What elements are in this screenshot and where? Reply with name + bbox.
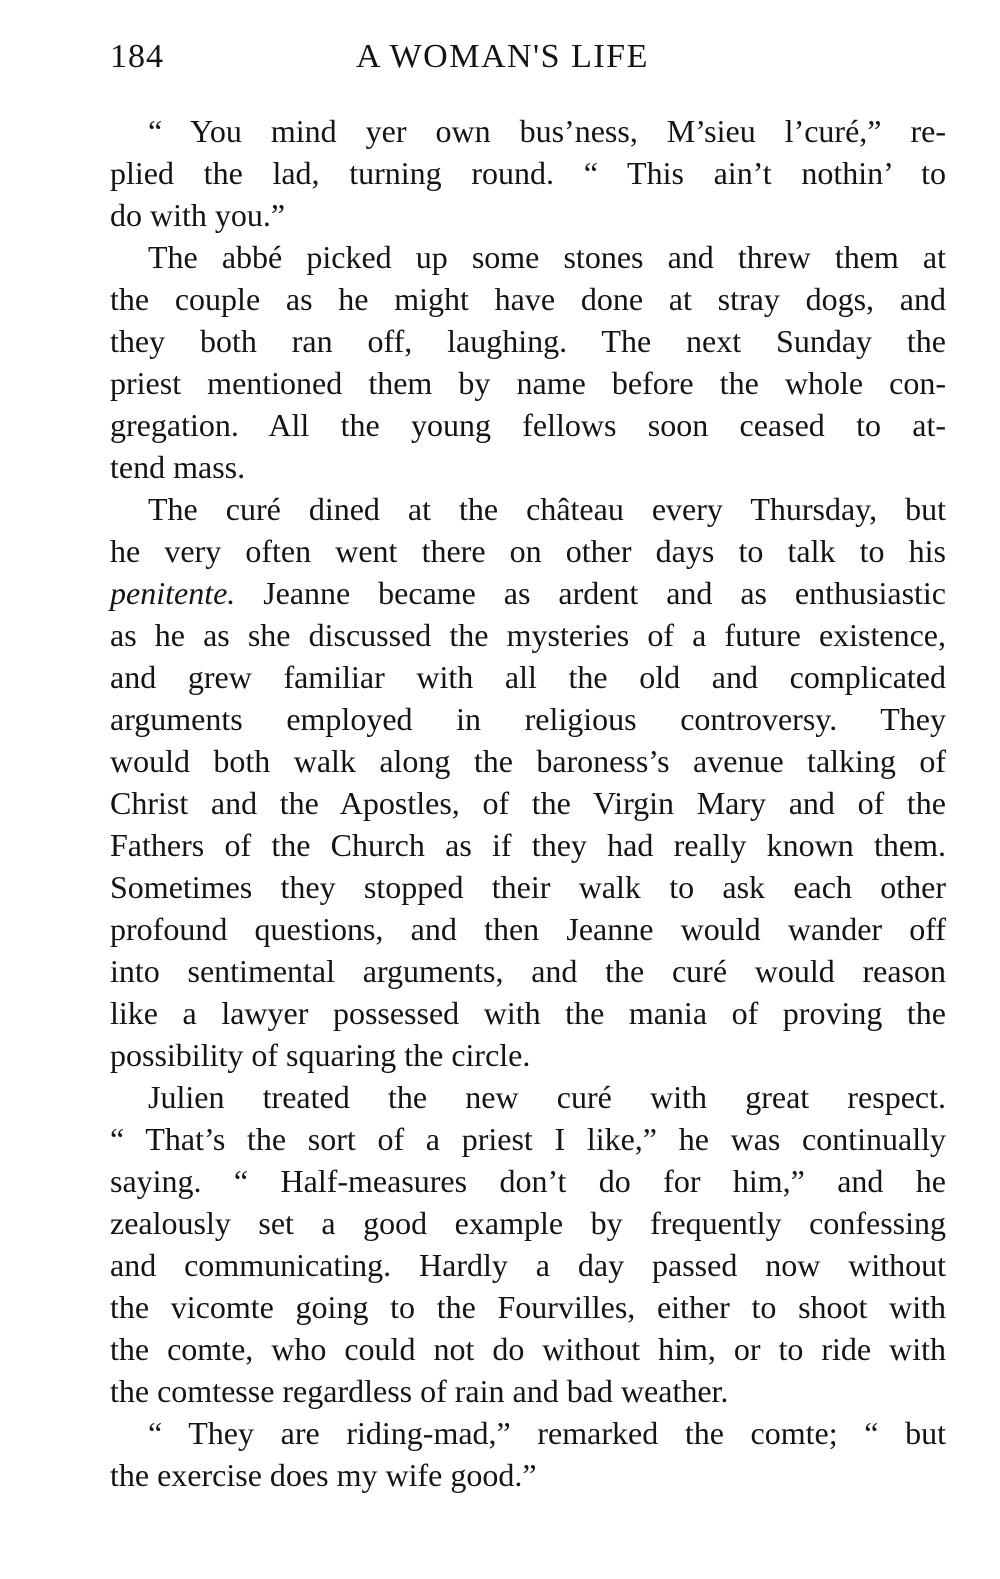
text-line: gregation. All the young fellows soon ceased to at- <box>110 407 946 443</box>
text-line: Sometimes they stopped their walk to ask each other <box>110 869 946 905</box>
body-text <box>110 110 946 1496</box>
text-line: the comtesse regardless of rain and bad weather. <box>110 1373 729 1409</box>
text-line: Fathers of the Church as if they had really known them. <box>110 827 946 863</box>
text-line: saying. “ Half-measures don’t do for him,” and he <box>110 1163 946 1199</box>
text-line: and communicating. Hardly a day passed now without <box>110 1247 946 1283</box>
text-line: would both walk along the baroness’s avenue talking of <box>110 743 946 779</box>
text-line: priest mentioned them by name before the whole con- <box>110 365 946 401</box>
text-line: the couple as he might have done at stray dogs, and <box>110 281 946 317</box>
text-line: the exercise does my wife good.” <box>110 1457 537 1493</box>
text-line: they both ran off, laughing. The next Sunday the <box>110 323 946 359</box>
paragraph <box>110 488 946 1076</box>
text-line: The curé dined at the château every Thursday, but <box>148 491 946 527</box>
text-line: profound questions, and then Jeanne would wander off <box>110 911 946 947</box>
text-line: the comte, who could not do without him, or to ride with <box>110 1331 946 1367</box>
paragraph <box>110 1412 946 1496</box>
text-line: plied the lad, turning round. “ This ain’t nothin’ to <box>110 155 946 191</box>
text-line: arguments employed in religious controversy. They <box>110 701 946 737</box>
paragraph <box>110 236 946 488</box>
italic-word: penitente. <box>110 575 236 611</box>
text-line: penitente. Jeanne became as ardent and as enthusiastic <box>110 575 946 611</box>
text-line: he very often went there on other days to talk to his <box>110 533 946 569</box>
text-line: do with you.” <box>110 197 286 233</box>
text-line: The abbé picked up some stones and threw them at <box>148 239 946 275</box>
text-line: “ You mind yer own bus’ness, M’sieu l’curé,” re- <box>148 113 946 149</box>
text-line: zealously set a good example by frequently confessing <box>110 1205 946 1241</box>
running-title: A WOMAN'S LIFE <box>356 38 649 75</box>
text-line: into sentimental arguments, and the curé would reason <box>110 953 946 989</box>
text-line: “ They are riding-mad,” remarked the comte; “ but <box>148 1415 946 1451</box>
page-header <box>110 38 950 88</box>
text-line: and grew familiar with all the old and complicated <box>110 659 946 695</box>
text-line: as he as she discussed the mysteries of a future existence, <box>110 617 946 653</box>
text-line: “ That’s the sort of a priest I like,” he was continually <box>110 1121 946 1157</box>
text-line: possibility of squaring the circle. <box>110 1037 531 1073</box>
paragraph <box>110 110 946 236</box>
text-line: like a lawyer possessed with the mania of proving the <box>110 995 946 1031</box>
text-line: Christ and the Apostles, of the Virgin Mary and of the <box>110 785 946 821</box>
text-line: Julien treated the new curé with great respect. <box>148 1079 946 1115</box>
text-line: tend mass. <box>110 449 246 485</box>
text-line: the vicomte going to the Fourvilles, either to shoot with <box>110 1289 946 1325</box>
page-number: 184 <box>110 38 164 75</box>
paragraph <box>110 1076 946 1412</box>
